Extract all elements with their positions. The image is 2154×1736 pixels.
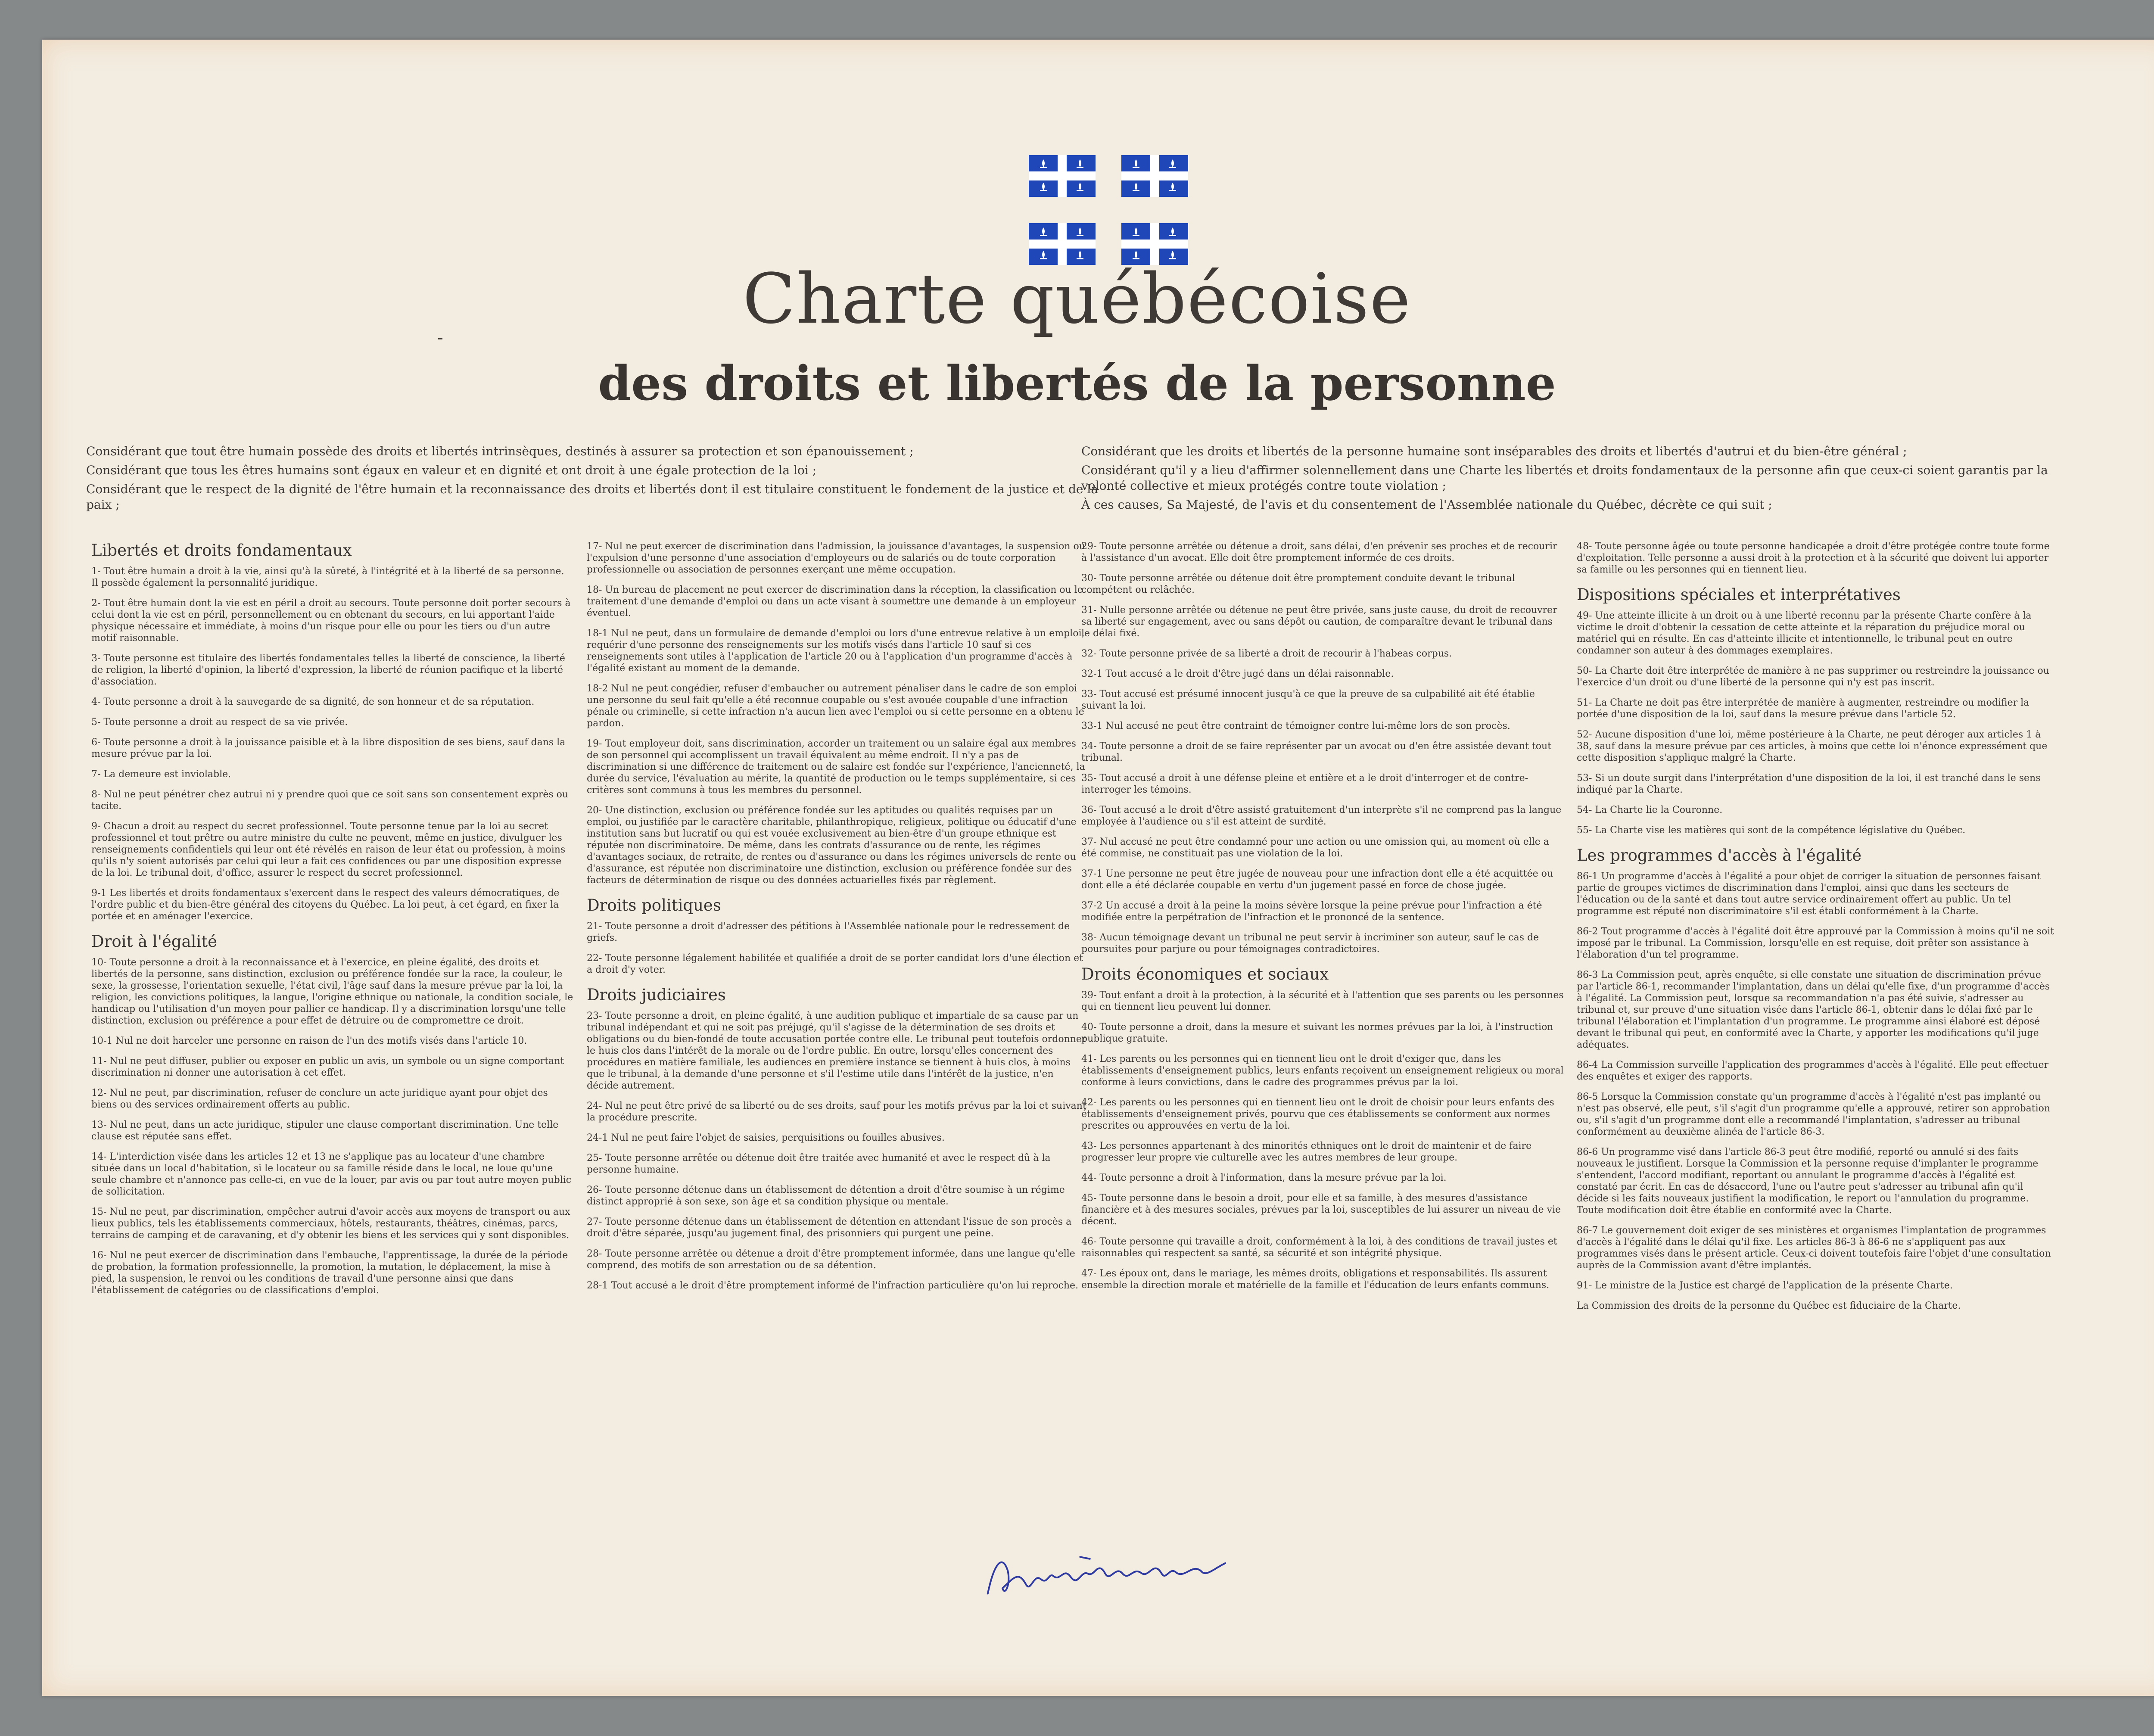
article-paragraph: 51- La Charte ne doit pas être interprétée de manière à augmenter, restreindre ou modifier la portée d'une disposition de la loi, sauf dans la mesure prévue dans l'article 52. [1577,697,2029,720]
article-paragraph: 29- Toute personne arrêtée ou détenue a droit, sans délai, d'en prévenir ses proches et de recourir à l'assistance d'un avocat. Elle doit être promptement informée de ces droits. [1081,541,1557,563]
article-paragraph: 47- Les époux ont, dans le mariage, les mêmes droits, obligations et responsabilités. Ils assurent ensemble la direction morale et matérielle de la famille et l'éducation de leurs enfants communs. [1081,1268,1550,1291]
article-list [1577,541,2055,576]
section-heading: Droit à l'égalité [91,932,217,951]
article-paragraph: 86-7 Le gouvernement doit exiger de ses ministères et organismes l'implantation de programmes d'accès à l'égalité dans le délai qu'il fixe. Les articles 86-3 à 86-6 ne s'appliquent pas aux programmes visés dans le présent article. Ceux-ci doivent toutefois faire l'objet d'une consultation auprès de la Commission avant d'être implantés. [1577,1225,2051,1271]
document-subtitle: des droits et libertés de la personne [598,355,1556,411]
text-column-4 [1577,541,2055,1320]
article-paragraph: 40- Toute personne a droit, dans la mesure et suivant les normes prévues par la loi, à l'instruction publique gratuite. [1081,1022,1553,1044]
article-paragraph: La Commission des droits de la personne du Québec est fiduciaire de la Charte. [1577,1300,1961,1311]
article-paragraph: 54- La Charte lie la Couronne. [1577,805,1723,815]
article-paragraph: 4- Toute personne a droit à la sauvegarde de sa dignité, de son honneur et de sa réputation. [91,697,535,707]
article-paragraph: 11- Nul ne peut diffuser, publier ou exposer en public un avis, un symbole ou un signe comportant discrimination ni donner une autorisation à cet effet. [91,1056,564,1078]
article-paragraph: 25- Toute personne arrêtée ou détenue doit être traitée avec humanité et avec le respect dû à la personne humaine. [587,1153,1051,1175]
article-paragraph: 28- Toute personne arrêtée ou détenue a droit d'être promptement informée, dans une langue qu'elle comprend, des motifs de son arrestation ou de sa détention. [587,1248,1075,1271]
section-heading: Libertés et droits fondamentaux [91,541,352,560]
article-paragraph: 9-1 Les libertés et droits fondamentaux s'exercent dans le respect des valeurs démocratiques, de l'ordre public et du bien-être général des citoyens du Québec. La loi peut, à cet égard, en fixer la portée et en aménager l'exercice. [91,888,560,922]
article-paragraph: 55- La Charte vise les matières qui sont de la compétence législative du Québec. [1577,825,1966,836]
article-paragraph: 32-1 Tout accusé a le droit d'être jugé dans un délai raisonnable. [1081,669,1394,679]
article-list [1081,541,1564,955]
preamble-paragraph: À ces causes, Sa Majesté, de l'avis et du consentement de l'Assemblée nationale du Québec, décrète ce qui suit ; [1081,498,1772,512]
article-list [587,921,1086,976]
article-paragraph: 31- Nulle personne arrêtée ou détenue ne peut être privée, sans juste cause, du droit de recouvrer sa liberté sur engagement, avec ou sans dépôt ou caution, de comparaître devant le tribunal dans le délai fixé. [1081,605,1557,639]
preamble-paragraph: Considérant que tout être humain possède des droits et libertés intrinsèques, destinés à assurer sa protection et son épanouissement ; [86,444,914,458]
article-paragraph: 9- Chacun a droit au respect du secret professionnel. Toute personne tenue par la loi au secret professionnel et tout prêtre ou autre ministre du culte ne peuvent, même en justice, divulguer les renseignements confidentiels qui leur ont été révélés en raison de leur état ou profession, à moins qu'ils n'y soient autorisés par celui qui leur a fait ces confidences ou par une disposition expresse de la loi. Le tribunal doit, d'office, assurer le respect du secret professionnel. [91,821,566,878]
article-paragraph: 20- Une distinction, exclusion ou préférence fondée sur les aptitudes ou qualités requises par un emploi, ou justifiée par le caractère charitable, philanthropique, religieux, politique ou éducatif d'une institution sans but lucratif ou qui est vouée exclusivement au bien-être d'un groupe ethnique est réputée non discriminatoire. De même, dans les contrats d'assurance ou de rente, les régimes d'avantages sociaux, de retraite, de rentes ou d'assurance ou dans les régimes universels de rente ou d'assurance, est réputée non discriminatoire une distinction, exclusion ou préférence fondée sur des facteurs de détermination de risque ou des données actuarielles fixés par règlement. [587,805,1077,886]
article-paragraph: 48- Toute personne âgée ou toute personne handicapée a droit d'être protégée contre toute forme d'exploitation. Telle personne a aussi droit à la protection et à la sécurité que doivent lui apporter sa famille ou les personnes qui en tiennent lieu. [1577,541,2050,575]
article-paragraph: 14- L'interdiction visée dans les articles 12 et 13 ne s'applique pas au locateur d'une chambre située dans un local d'habitation, si le locateur ou sa famille réside dans le local, ne loue qu'une seule chambre et n'annonce pas celle-ci, en vue de la louer, par avis ou par tout autre moyen public de sollicitation. [91,1151,572,1197]
article-list [587,1010,1086,1291]
article-paragraph: 46- Toute personne qui travaille a droit, conformément à la loi, à des conditions de travail justes et raisonnables qui respectent sa santé, sa sécurité et son intégrité physique. [1081,1236,1557,1259]
text-column-1 [91,541,574,1305]
section-heading: Les programmes d'accès à l'égalité [1577,846,1862,865]
article-paragraph: 38- Aucun témoignage devant un tribunal ne peut servir à incriminer son auteur, sauf le cas de poursuites pour parjure ou pour témoignages contradictoires. [1081,932,1539,955]
article-paragraph: 86-5 Lorsque la Commission constate qu'un programme d'accès à l'égalité n'est pas implanté ou n'est pas observé, elle peut, s'il s'agit d'un programme qu'elle a approuvé, retirer son approbation ou, s'il s'agit d'un programme dont elle a recommandé l'implantation, s'adresser au tribunal conformément au deuxième alinéa de l'article 86-3. [1577,1092,2051,1137]
article-paragraph: 30- Toute personne arrêtée ou détenue doit être promptement conduite devant le tribunal compétent ou relâchée. [1081,573,1515,595]
article-paragraph: 41- Les parents ou les personnes qui en tiennent lieu ont le droit d'exiger que, dans les établissements d'enseignement publics, leurs enfants reçoivent un enseignement religieux ou moral conforme à leurs convictions, dans le cadre des programmes prévus par la loi. [1081,1054,1564,1088]
preamble-left [86,444,1099,516]
preamble-paragraph: Considérant qu'il y a lieu d'affirmer solennellement dans une Charte les libertés et droits fondamentaux de la personne afin que ceux-ci soient garantis par la volonté collective et mieux protégés contre toute violation ; [1081,463,2048,493]
article-list [587,541,1086,886]
section-heading: Dispositions spéciales et interprétatives [1577,585,1901,604]
article-paragraph: 1- Tout être humain a droit à la vie, ainsi qu'à la sûreté, à l'intégrité et à la liberté de sa personne. Il possède également la personnalité juridique. [91,566,564,588]
article-paragraph: 17- Nul ne peut exercer de discrimination dans l'admission, la jouissance d'avantages, la suspension ou l'expulsion d'une personne d'une association d'employeurs ou de salariés ou de toute corporation professionnelle ou association de personnes exerçant une même occupation. [587,541,1085,575]
article-list [1577,871,2055,1312]
preamble-paragraph: Considérant que les droits et libertés de la personne humaine sont inséparables des droits et libertés d'autrui et du bien-être général ; [1081,444,1907,458]
article-paragraph: 2- Tout être humain dont la vie est en péril a droit au secours. Toute personne doit porter secours à celui dont la vie est en péril, personnellement ou en obtenant du secours, en lui apportant l'aide physique nécessaire et immédiate, à moins d'un risque pour elle ou pour les tiers ou d'un autre motif raisonnable. [91,598,571,644]
section-heading: Droits économiques et sociaux [1081,965,1329,983]
article-paragraph: 15- Nul ne peut, par discrimination, empêcher autrui d'avoir accès aux moyens de transport ou aux lieux publics, tels les établissements commerciaux, hôtels, restaurants, théâtres, cinémas, parcs, terrains de camping et de caravaning, et d'y obtenir les biens et les services qui y sont disponibles. [91,1207,570,1241]
article-paragraph: 86-2 Tout programme d'accès à l'égalité doit être approuvé par la Commission à moins qu'il ne soit imposé par le tribunal. La Commission, lorsqu'elle en est requise, doit prêter son assistance à l'élaboration d'un tel programme. [1577,926,2054,960]
article-paragraph: 52- Aucune disposition d'une loi, même postérieure à la Charte, ne peut déroger aux articles 1 à 38, sauf dans la mesure prévue par ces articles, à moins que cette loi n'énonce expressément que cette disposition s'applique malgré la Charte. [1577,729,2048,763]
article-list [91,957,574,1296]
article-paragraph: 44- Toute personne a droit à l'information, dans la mesure prévue par la loi. [1081,1173,1447,1183]
article-paragraph: 24- Nul ne peut être privé de sa liberté ou de ses droits, sauf pour les motifs prévus par la loi et suivant la procédure prescrite. [587,1101,1086,1123]
article-paragraph: 49- Une atteinte illicite à un droit ou à une liberté reconnu par la présente Charte confère à la victime le droit d'obtenir la cessation de cette atteinte et la réparation du préjudice moral ou matériel qui en résulte. En cas d'atteinte illicite et intentionnelle, le tribunal peut en outre condamner son auteur à des dommages exemplaires. [1577,610,2032,656]
article-paragraph: 22- Toute personne légalement habilitée et qualifiée a droit de se porter candidat lors d'une élection et a droit d'y voter. [587,953,1083,975]
article-paragraph: 18-1 Nul ne peut, dans un formulaire de demande d'emploi ou lors d'une entrevue relative à un emploi, requérir d'une personne des renseignements sur les motifs visés dans l'article 10 sauf si ces renseignements sont utiles à l'application de l'article 20 ou à l'application d'un programme d'accès à l'égalité existant au moment de la demande. [587,628,1085,674]
article-list [1081,989,1564,1291]
article-paragraph: 26- Toute personne détenue dans un établissement de détention a droit d'être soumise à un régime distinct approprié à son sexe, son âge et sa condition physique ou mentale. [587,1185,1065,1207]
article-paragraph: 33- Tout accusé est présumé innocent jusqu'à ce que la preuve de sa culpabilité ait été établie suivant la loi. [1081,689,1535,711]
article-paragraph: 27- Toute personne détenue dans un établissement de détention en attendant l'issue de son procès a droit d'être séparée, jusqu'au jugement final, des prisonniers qui purgent une peine. [587,1216,1072,1239]
document-title: Charte québécoise [742,258,1412,339]
article-paragraph: 33-1 Nul accusé ne peut être contraint de témoigner contre lui-même lors de son procès. [1081,721,1510,731]
article-paragraph: 45- Toute personne dans le besoin a droit, pour elle et sa famille, à des mesures d'assistance financière et à des mesures sociales, prévues par la loi, susceptibles de lui assurer un niveau de vie décent. [1081,1193,1561,1227]
article-paragraph: 6- Toute personne a droit à la jouissance paisible et à la libre disposition de ses biens, sauf dans la mesure prévue par la loi. [91,737,566,759]
article-paragraph: 18-2 Nul ne peut congédier, refuser d'embaucher ou autrement pénaliser dans le cadre de son emploi une personne du seul fait qu'elle a été reconnue coupable ou s'est avouée coupable d'une infraction pénale ou criminelle, si cette infraction n'a aucun lien avec l'emploi ou si cette personne en a obtenu le pardon. [587,683,1084,729]
article-paragraph: 23- Toute personne a droit, en pleine égalité, à une audition publique et impartiale de sa cause par un tribunal indépendant et qui ne soit pas préjugé, qu'il s'agisse de la détermination de ses droits et obligations ou du bien-fondé de toute accusation portée contre elle. Le tribunal peut toutefois ordonner le huis clos dans l'intérêt de la morale ou de l'ordre public. En outre, lorsqu'elles concernent des procédures en matière familiale, les audiences en première instance se tiennent à huis clos, à moins que le tribunal, à la demande d'une personne et s'il l'estime utile dans l'intérêt de la justice, n'en décide autrement. [587,1011,1086,1091]
preamble-paragraph: Considérant que tous les êtres humains sont égaux en valeur et en dignité et ont droit à une égale protection de la loi ; [86,463,817,477]
article-paragraph: 39- Tout enfant a droit à la protection, à la sécurité et à l'attention que ses parents ou les personnes qui en tiennent lieu peuvent lui donner. [1081,990,1564,1012]
article-paragraph: 36- Tout accusé a le droit d'être assisté gratuitement d'un interprète s'il ne comprend pas la langue employée à l'audience ou s'il est atteint de surdité. [1081,805,1562,827]
article-paragraph: 28-1 Tout accusé a le droit d'être promptement informé de l'infraction particulière qu'on lui reproche. [587,1280,1079,1291]
article-paragraph: 19- Tout employeur doit, sans discrimination, accorder un traitement ou un salaire égal aux membres de son personnel qui accomplissent un travail équivalent au même endroit. Il n'y a pas de discrimination si une différence de traitement ou de salaire est fondée sur l'expérience, l'ancienneté, la durée du service, l'évaluation au mérite, la quantité de production ou le temps supplémentaire, si ces critères sont communs à tous les membres du personnel. [587,738,1085,796]
preamble-right [1081,444,2094,516]
article-paragraph: 7- La demeure est inviolable. [91,769,231,780]
article-list [91,566,574,922]
article-paragraph: 86-4 La Commission surveille l'application des programmes d'accès à l'égalité. Elle peut effectuer des enquêtes et exiger des rapports. [1577,1060,2048,1082]
article-paragraph: 43- Les personnes appartenant à des minorités ethniques ont le droit de maintenir et de faire progresser leur propre vie culturelle avec les autres membres de leur groupe. [1081,1141,1532,1163]
section-heading: Droits judiciaires [587,986,726,1004]
article-paragraph: 42- Les parents ou les personnes qui en tiennent lieu ont le droit de choisir pour leurs enfants des établissements d'enseignement privés, pourvu que ces établissements se conforment aux normes prescrites ou approuvées en vertu de la loi. [1081,1097,1554,1131]
article-paragraph: 10-1 Nul ne doit harceler une personne en raison de l'un des motifs visés dans l'article 10. [91,1036,527,1046]
stray-mark [438,338,442,339]
article-paragraph: 86-6 Un programme visé dans l'article 86-3 peut être modifié, reporté ou annulé si des faits nouveaux le justifient. Lorsque la Commission et la personne requise d'implanter le programme s'entendent, l'accord modifiant, reportant ou annulant le programme d'accès à l'égalité est constaté par écrit. En cas de désaccord, l'une ou l'autre peut s'adresser au tribunal afin qu'il décide si les faits nouveaux justifient la modification, le report ou l'annulation du programme. Toute modification doit être établie en conformité avec la Charte. [1577,1147,2039,1216]
article-paragraph: 18- Un bureau de placement ne peut exercer de discrimination dans la réception, la classification ou le traitement d'une demande d'emploi ou dans un acte visant à soumettre une demande à un employeur éventuel. [587,585,1083,619]
article-paragraph: 50- La Charte doit être interprétée de manière à ne pas supprimer ou restreindre la jouissance ou l'exercice d'un droit ou d'une liberté de la personne qui n'y est pas inscrit. [1577,666,2049,688]
article-paragraph: 32- Toute personne privée de sa liberté a droit de recourir à l'habeas corpus. [1081,648,1452,659]
preamble-paragraph: Considérant que le respect de la dignité de l'être humain et la reconnaissance des droits et libertés dont il est titulaire constituent le fondement de la justice et de la paix ; [86,482,1099,512]
article-paragraph: 16- Nul ne peut exercer de discrimination dans l'embauche, l'apprentissage, la durée de la période de probation, la formation professionnelle, la promotion, la mutation, le déplacement, la mise à pied, la suspension, le renvoi ou les conditions de travail d'une personne ainsi que dans l'établissement de catégories ou de classifications d'emploi. [91,1250,568,1296]
text-column-3 [1081,541,1564,1300]
article-paragraph: 34- Toute personne a droit de se faire représenter par un avocat ou d'en être assistée devant tout tribunal. [1081,741,1552,763]
article-paragraph: 37-2 Un accusé a droit à la peine la moins sévère lorsque la peine prévue pour l'infraction a été modifiée entre la perpétration de l'infraction et le prononcé de la sentence. [1081,900,1542,923]
article-paragraph: 13- Nul ne peut, dans un acte juridique, stipuler une clause comportant discrimination. Une telle clause est réputée sans effet. [91,1120,559,1142]
article-paragraph: 3- Toute personne est titulaire des libertés fondamentales telles la liberté de conscience, la liberté de religion, la liberté d'opinion, la liberté d'expression, la liberté de réunion pacifique et la liberté d'association. [91,653,565,687]
article-paragraph: 24-1 Nul ne peut faire l'objet de saisies, perquisitions ou fouilles abusives. [587,1132,945,1143]
article-paragraph: 8- Nul ne peut pénétrer chez autrui ni y prendre quoi que ce soit sans son consentement exprès ou tacite. [91,789,569,812]
article-paragraph: 53- Si un doute surgit dans l'interprétation d'une disposition de la loi, il est tranché dans le sens indiqué par la Charte. [1577,773,2041,795]
fleurdelise-flag-icon [1121,155,1188,197]
section-heading: Droits politiques [587,896,721,915]
fleurdelise-flag-icon [1029,155,1096,197]
article-paragraph: 37- Nul accusé ne peut être condamné pour une action ou une omission qui, au moment où elle a été commise, ne constituait pas une violation de la loi. [1081,837,1549,859]
article-paragraph: 35- Tout accusé a droit à une défense pleine et entière et a le droit d'interroger et de contre-interroger les témoins. [1081,773,1528,795]
article-paragraph: 12- Nul ne peut, par discrimination, refuser de conclure un acte juridique ayant pour objet des biens ou des services ordinairement offerts au public. [91,1088,548,1110]
article-list [1577,610,2055,836]
article-paragraph: 91- Le ministre de la Justice est chargé de l'application de la présente Charte. [1577,1280,1953,1291]
article-paragraph: 86-3 La Commission peut, après enquête, si elle constate une situation de discrimination prévue par l'article 86-1, recommander l'implantation, dans un délai qu'elle fixe, d'un programme d'accès à l'égalité. La Commission peut, lorsque sa recommandation n'a pas été suivie, s'adresser au tribunal et, sur preuve d'une situation visée dans l'article 86-1, obtenir dans le délai fixé par le tribunal l'élaboration et l'implantation d'un programme. Le programme ainsi élaboré est déposé devant le tribunal qui peut, en conformité avec la Charte, y apporter les modifications qu'il juge adéquates. [1577,970,2050,1050]
article-paragraph: 10- Toute personne a droit à la reconnaissance et à l'exercice, en pleine égalité, des droits et libertés de la personne, sans distinction, exclusion ou préférence fondée sur la race, la couleur, le sexe, la grossesse, l'orientation sexuelle, l'état civil, l'âge sauf dans la mesure prévue par la loi, la religion, les convictions politiques, la langue, l'origine ethnique ou nationale, la condition sociale, le handicap ou l'utilisation d'un moyen pour pallier ce handicap. Il y a discrimination lorsqu'une telle distinction, exclusion ou préférence a pour effet de détruire ou de compromettre ce droit. [91,957,573,1026]
article-paragraph: 86-1 Un programme d'accès à l'égalité a pour objet de corriger la situation de personnes faisant partie de groupes victimes de discrimination dans l'emploi, ainsi que dans les secteurs de l'éducation ou de la santé et dans tout autre service ordinairement offert au public. Un tel programme est réputé non discriminatoire s'il est établi conformément à la Charte. [1577,871,2041,917]
article-paragraph: 21- Toute personne a droit d'adresser des pétitions à l'Assemblée nationale pour le redressement de griefs. [587,921,1070,943]
text-column-2 [587,541,1086,1300]
article-paragraph: 5- Toute personne a droit au respect de sa vie privée. [91,717,348,728]
article-paragraph: 37-1 Une personne ne peut être jugée de nouveau pour une infraction dont elle a été acquittée ou dont elle a été déclarée coupable en vertu d'un jugement passé en force de chose jugée. [1081,868,1553,891]
